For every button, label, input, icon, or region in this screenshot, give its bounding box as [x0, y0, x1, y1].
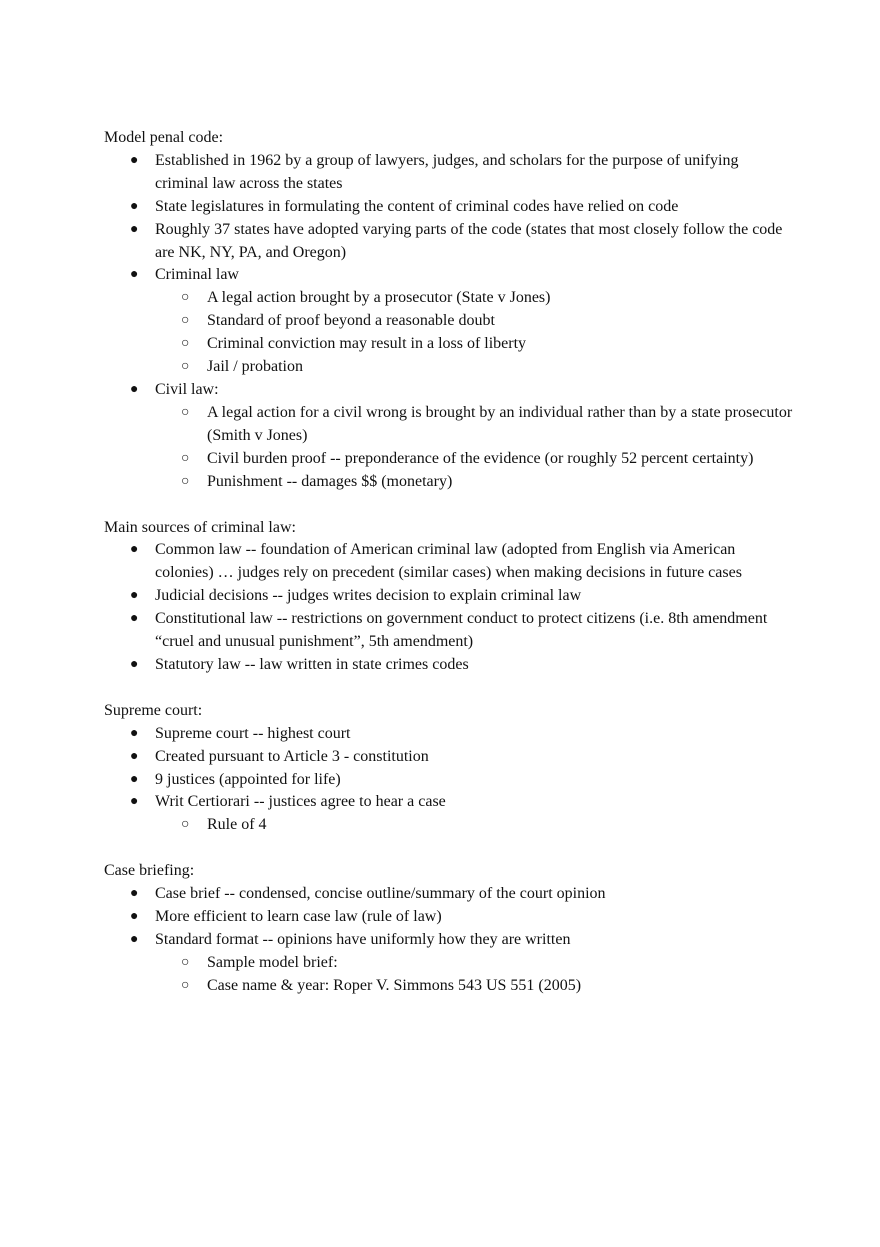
sub-list-item [155, 471, 794, 494]
sub-list-item-text: Jail / probation [207, 358, 303, 376]
circle-bullet-icon [181, 471, 189, 494]
bullet-icon [130, 608, 138, 631]
sub-list-item [155, 333, 794, 356]
circle-bullet-icon [181, 814, 189, 837]
bullet-list [104, 539, 794, 676]
bullet-icon [130, 379, 138, 402]
list-item [104, 585, 794, 608]
list-item [104, 608, 794, 654]
bullet-icon [130, 539, 138, 562]
bullet-icon [130, 264, 138, 287]
section-heading: Main sources of criminal law: [104, 518, 296, 536]
sub-list-item [155, 402, 794, 448]
sub-list-item-text: Punishment -- damages $$ (monetary) [207, 472, 453, 490]
circle-bullet-icon [181, 310, 189, 333]
list-item [104, 539, 794, 585]
sub-list-item-text: Standard of proof beyond a reasonable doubt [207, 312, 495, 330]
circle-bullet-icon [181, 402, 189, 425]
list-item [104, 723, 794, 746]
sub-list-item-text: A legal action brought by a prosecutor (State v Jones) [207, 289, 551, 307]
bullet-list [104, 723, 794, 838]
bullet-list [104, 150, 794, 494]
bullet-icon [130, 746, 138, 769]
sub-bullet-list [155, 814, 794, 837]
list-item [104, 654, 794, 677]
list-item-text: Established in 1962 by a group of lawyers, judges, and scholars for the purpose of unifying criminal law across the states [155, 151, 739, 192]
list-item-text: Judicial decisions -- judges writes decision to explain criminal law [155, 587, 582, 605]
list-item-text: Common law -- foundation of American criminal law (adopted from English via American colonies) … judges rely on precedent (similar cases) when making decisions in future cases [155, 541, 742, 582]
list-item [104, 379, 794, 494]
list-item [104, 219, 794, 265]
sub-list-item-text: Civil burden proof -- preponderance of the evidence (or roughly 52 percent certainty) [207, 449, 754, 467]
list-item-text: Standard format -- opinions have uniformly how they are written [155, 931, 571, 948]
section-model-penal-code [104, 127, 794, 494]
sub-list-item-text: Case name & year: Roper V. Simmons 543 US 551 (2005) [207, 976, 582, 994]
bullet-icon [130, 196, 138, 219]
list-item [104, 746, 794, 769]
section-main-sources [104, 517, 794, 677]
section-case-briefing [104, 860, 794, 997]
list-item-text: Constitutional law -- restrictions on government conduct to protect citizens (i.e. 8th amendment “cruel and unusual punishment”, 5th amendment) [155, 610, 768, 651]
sub-list-item-text: Sample model brief: [207, 953, 338, 971]
circle-bullet-icon [181, 975, 189, 998]
sub-list-item [155, 287, 794, 310]
sub-list-item-text: A legal action for a civil wrong is brought by an individual rather than by a state prosecutor (Smith v Jones) [207, 403, 793, 444]
list-item-text: Supreme court -- highest court [155, 724, 351, 742]
sub-list-item-text: Rule of 4 [207, 816, 267, 834]
list-item-text: Statutory law -- law written in state crimes codes [155, 655, 469, 673]
sub-bullet-list [155, 402, 794, 494]
bullet-icon [130, 769, 138, 792]
sub-list-item [155, 310, 794, 333]
bullet-icon [130, 585, 138, 608]
sub-list-item [155, 975, 794, 998]
bullet-icon [130, 219, 138, 242]
document-page [104, 127, 794, 1021]
circle-bullet-icon [181, 333, 189, 356]
bullet-icon [130, 929, 138, 952]
bullet-icon [130, 150, 138, 173]
list-item [104, 264, 794, 379]
section-supreme-court [104, 700, 794, 837]
sub-list-item [155, 814, 794, 837]
bullet-icon [130, 883, 138, 906]
sub-list-item [155, 952, 794, 975]
bullet-icon [130, 791, 138, 814]
circle-bullet-icon [181, 952, 189, 975]
sub-list-item [155, 356, 794, 379]
list-item-text: More efficient to learn case law (rule of law) [155, 908, 442, 926]
list-item-text: Case brief -- condensed, concise outline/summary of the court opinion [155, 885, 606, 903]
sub-list-item [155, 448, 794, 471]
circle-bullet-icon [181, 356, 189, 379]
list-item-text: Created pursuant to Article 3 - constitution [155, 747, 429, 765]
section-heading: Case briefing: [104, 862, 195, 880]
section-heading: Model penal code: [104, 129, 224, 146]
list-item [104, 769, 794, 792]
bullet-icon [130, 723, 138, 746]
list-item-text: Writ Certiorari -- justices agree to hear a case [155, 793, 446, 811]
sub-bullet-list [155, 287, 794, 379]
list-item-text: State legislatures in formulating the content of criminal codes have relied on code [155, 197, 679, 215]
sub-bullet-list [155, 952, 794, 998]
list-item [104, 883, 794, 906]
list-item [104, 929, 794, 998]
bullet-icon [130, 654, 138, 677]
circle-bullet-icon [181, 287, 189, 310]
bullet-icon [130, 906, 138, 929]
list-item-text: Criminal law [155, 266, 239, 284]
list-item [104, 906, 794, 929]
list-item-text: Civil law: [155, 380, 219, 398]
list-item [104, 150, 794, 196]
circle-bullet-icon [181, 448, 189, 471]
list-item [104, 196, 794, 219]
list-item-text: Roughly 37 states have adopted varying parts of the code (states that most closely follow the code are NK, NY, PA, and Oregon) [155, 220, 783, 261]
list-item-text: 9 justices (appointed for life) [155, 770, 341, 788]
section-heading: Supreme court: [104, 701, 203, 719]
list-item [104, 791, 794, 837]
sub-list-item-text: Criminal conviction may result in a loss of liberty [207, 335, 527, 353]
bullet-list [104, 883, 794, 998]
